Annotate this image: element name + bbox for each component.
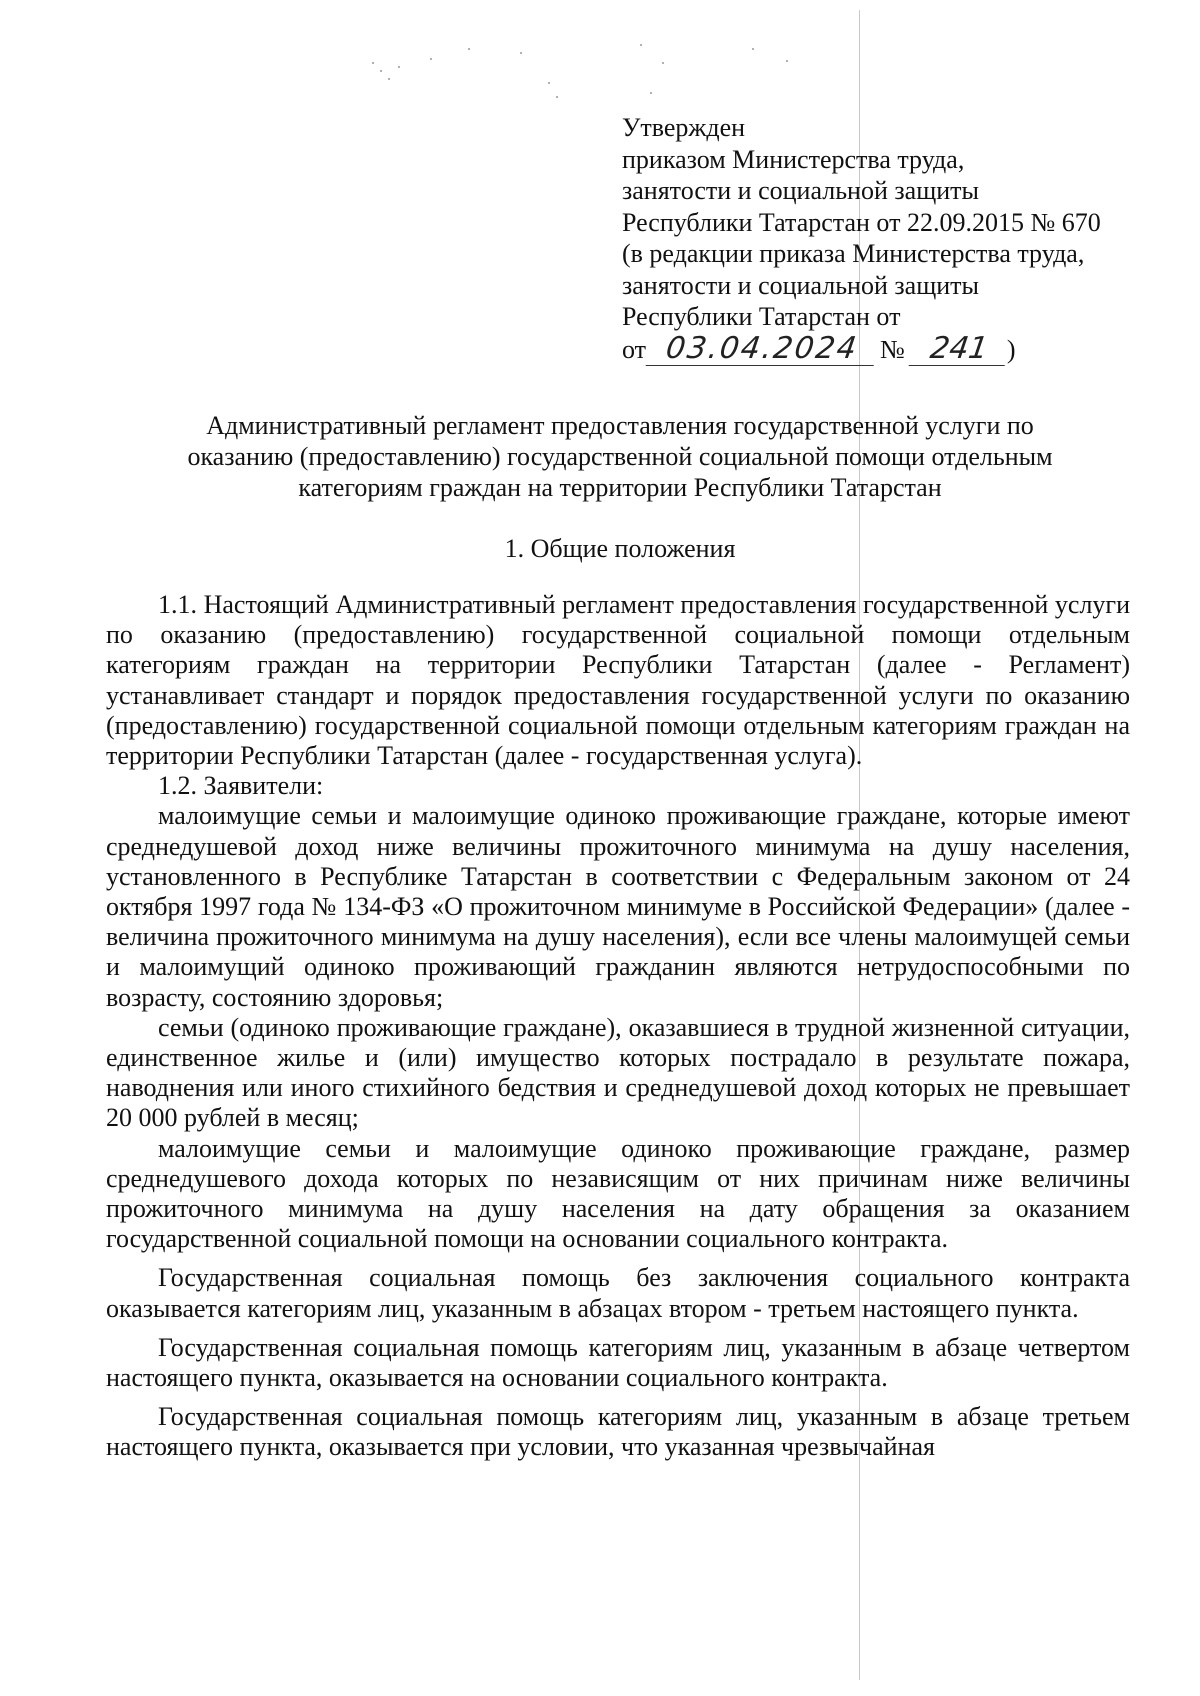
paragraph-1-1: 1.1. Настоящий Административный регламент предоставления государственной услуги по оказанию (предоставлению) государственной социальной помощи отдельным категориям граждан на территории Республики Татарстан (далее - Регламент) устанавливает стандарт и порядок предоставления государственной услуги по оказанию (предоставлению) государственной социальной помощи отдельным категориям граждан на территории Республики Татарстан (далее - государственная услуга). — [106, 590, 1130, 771]
paragraph-without-contract: Государственная социальная помощь без заключения социального контракта оказывается категориям лиц, указанным в абзацах втором - третьем настоящего пункта. — [106, 1263, 1130, 1323]
title-line: категориям граждан на территории Республики Татарстан — [298, 473, 942, 502]
approval-line: Республики Татарстан от — [622, 302, 901, 331]
approval-block — [622, 112, 1162, 365]
paragraph-applicants-3: малоимущие семьи и малоимущие одиноко проживающие граждане, размер среднедушевого дохода которых по независящим от них причинам ниже величины прожиточного минимума на душу населения на дату обращения за оказанием государственной социальной помощи на основании социального контракта. — [106, 1133, 1130, 1254]
approval-line: Республики Татарстан от 22.09.2015 № 670 — [622, 207, 1101, 237]
handwritten-number: 241 — [909, 333, 1010, 366]
document-body — [106, 590, 1130, 1463]
paragraph-with-contract: Государственная социальная помощь категориям лиц, указанным в абзаце четвертом настоящего пункта, оказывается на основании социального контракта. — [106, 1332, 1130, 1393]
approval-line: Утвержден — [622, 113, 746, 142]
section-heading: 1. Общие положения — [504, 534, 736, 563]
document-title — [120, 410, 1120, 503]
paragraph-1-2: 1.2. Заявители: — [158, 771, 324, 801]
title-line: оказанию (предоставлению) государственной социальной помощи отдельным — [187, 442, 1053, 471]
closing-parenthesis: ) — [1006, 334, 1016, 364]
approval-line: (в редакции приказа Министерства труда, — [622, 239, 1085, 268]
title-line: Административный регламент предоставления государственной услуги по — [206, 411, 1034, 440]
approval-line: занятости и социальной защиты — [622, 270, 979, 300]
approval-line: приказом Министерства труда, — [622, 144, 965, 174]
paragraph-applicants-2: семьи (одиноко проживающие граждане), оказавшиеся в трудной жизненной ситуации, единственное жилье и (или) имущество которых пострадало в результате пожара, наводнения или иного стихийного бедствия и среднедушевой доход которых не превышает 20 000 рублей в месяц; — [106, 1012, 1130, 1133]
number-sign: № — [880, 334, 905, 364]
approval-date-row — [622, 330, 1162, 366]
paragraph-applicants-1: малоимущие семьи и малоимущие одиноко проживающие граждане, которые имеют среднедушевой доход ниже величины прожиточного минимума на душу населения, установленного в Республике Татарстан в соответствии с Федеральным законом от 24 октября 1997 года № 134-ФЗ «О прожиточном минимуме в Российской Федерации» (далее - величина прожиточного минимума на душу населения), если все члены малоимущей семьи и малоимущий одиноко проживающий гражданин являются нетрудоспособными по возрасту, состоянию здоровья; — [106, 801, 1130, 1012]
date-prefix: от — [622, 334, 647, 364]
paragraph-emergency: Государственная социальная помощь категориям лиц, указанным в абзаце третьем настоящего пункта, оказывается при условии, что указанная чрезвычайная — [106, 1402, 1130, 1462]
approval-line: занятости и социальной защиты — [622, 176, 979, 205]
handwritten-date: 03.04.2024 — [646, 333, 879, 366]
